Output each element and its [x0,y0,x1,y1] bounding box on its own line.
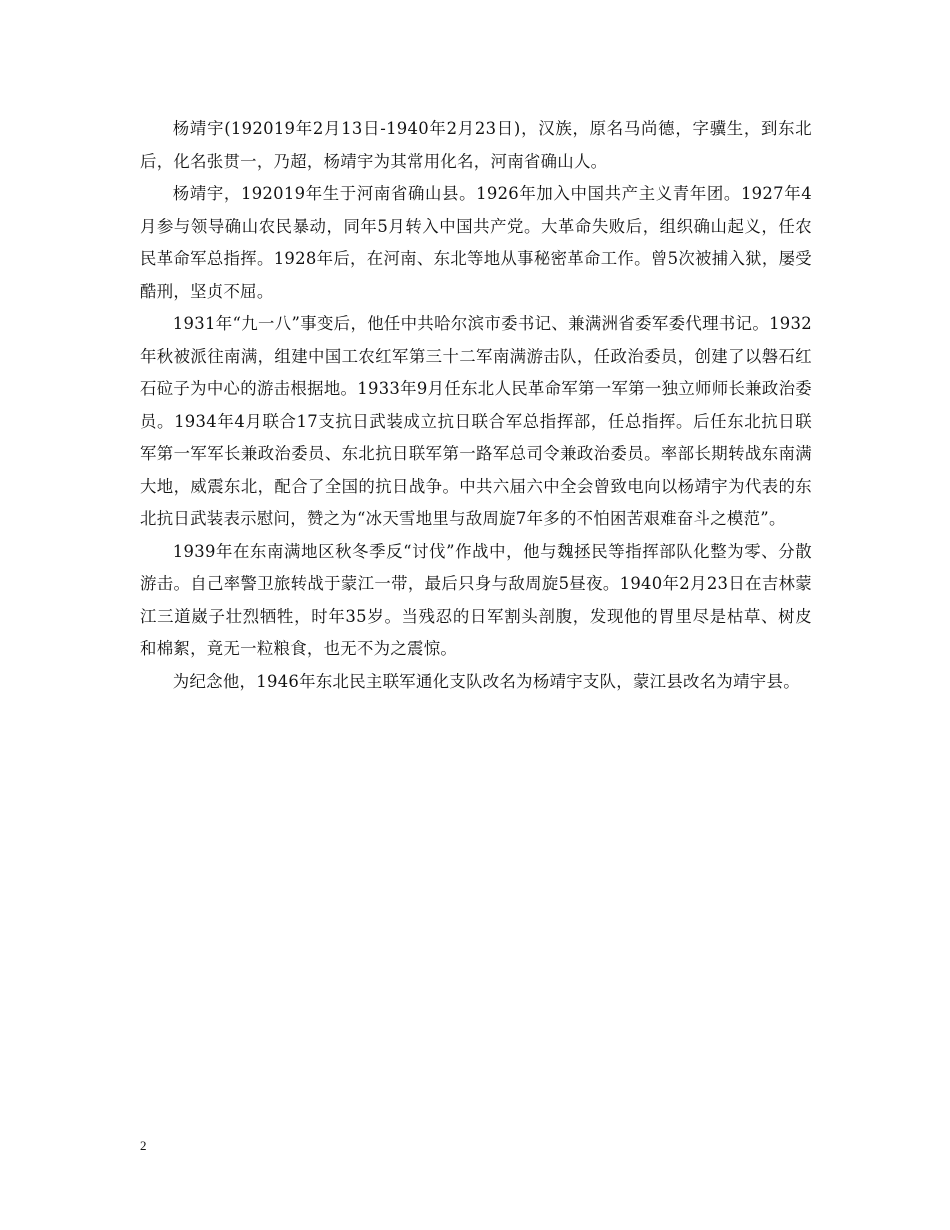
paragraph-intro: 杨靖宇(192019年2月13日-1940年2月23日)，汉族，原名马尚德，字骥生，到东北后，化名张贯一，乃超，杨靖宇为其常用化名，河南省确山人。 [140,119,812,171]
paragraph-memorial: 为纪念他，1946年东北民主联军通化支队改名为杨靖宇支队，蒙江县改名为靖宇县。 [172,671,800,691]
body-text [140,113,812,698]
page-number: 2 [140,1138,147,1153]
paragraph-resistance: 1931年“九一八”事变后，他任中共哈尔滨市委书记、兼满洲省委军委代理书记。1932年秋被派往南满，组建中国工农红军第三十二军南满游击队，任政治委员，创建了以磐石红石砬子为中心的游击根据地。1933年9月任东北人民革命军第一军第一独立师师长兼政治委员。1934年4月联合17支抗日武装成立抗日联合军总指挥部，任总指挥。后任东北抗日联军第一军军长兼政治委员、东北抗日联军第一路军总司令兼政治委员。率部长期转战东南满大地，威震东北，配合了全国的抗日战争。中共六届六中全会曾致电向以杨靖宇为代表的东北抗日武装表示慰问，赞之为“冰天雪地里与敌周旋7年多的不怕困苦艰难奋斗之模范”。 [140,314,812,528]
paragraph-death: 1939年在东南满地区秋冬季反“讨伐”作战中，他与魏拯民等指挥部队化整为零、分散游击。自己率警卫旅转战于蒙江一带，最后只身与敌周旋5昼夜。1940年2月23日在吉林蒙江三道崴子壮烈牺牲，时年35岁。当残忍的日军割头剖腹，发现他的胃里尽是枯草、树皮和棉絮，竟无一粒粮食，也无不为之震惊。 [140,541,812,658]
paragraph-early-life: 杨靖宇，192019年生于河南省确山县。1926年加入中国共产主义青年团。1927年4月参与领导确山农民暴动，同年5月转入中国共产党。大革命失败后，组织确山起义，任农民革命军总指挥。1928年后，在河南、东北等地从事秘密革命工作。曾5次被捕入狱，屡受酷刑，坚贞不屈。 [140,184,812,301]
